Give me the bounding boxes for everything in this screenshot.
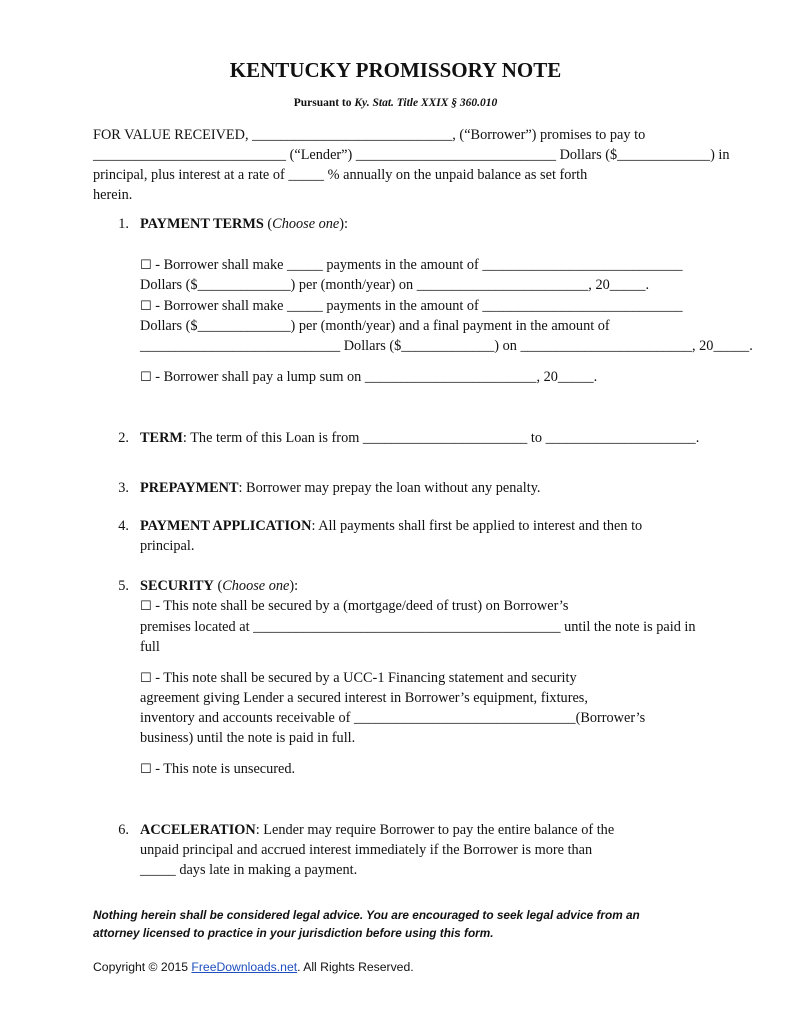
copyright (93, 960, 414, 974)
acceleration-heading: ACCELERATION (140, 822, 256, 838)
statute-citation (0, 97, 791, 109)
section-6-line-3: _____ days late in making a payment. (140, 862, 358, 878)
intro-line-2: ___________________________ (“Lender”) ____________________________ Dollars ($_____________) in (93, 147, 730, 163)
citation-reference: Ky. Stat. Title XXIX § 360.010 (354, 97, 498, 109)
checkbox-icon[interactable]: ☐ (140, 671, 152, 686)
security-option-2 (140, 668, 577, 689)
checkbox-icon[interactable]: ☐ (140, 599, 152, 614)
copyright-suffix: . All Rights Reserved. (297, 960, 414, 974)
citation-prefix: Pursuant to (293, 97, 355, 109)
payment-option-3 (140, 367, 597, 388)
option-text: - This note shall be secured by a UCC-1 Financing statement and security (151, 670, 577, 686)
checkbox-icon[interactable]: ☐ (140, 299, 152, 314)
payment-application-text: : All payments shall first be applied to interest and then to (311, 518, 643, 534)
section-6-line-2: unpaid principal and accrued interest immediately if the Borrower is more than (140, 842, 593, 858)
payment-option-2-line-2: Dollars ($_____________) per (month/year) and a final payment in the amount of (140, 318, 610, 334)
security-option-3 (140, 759, 295, 780)
section-6-acceleration (140, 820, 614, 840)
payment-option-1 (140, 255, 683, 276)
section-1-number: 1. (118, 216, 129, 232)
option-text: - This note shall be secured by a (mortgage/deed of trust) on Borrower’s (151, 598, 569, 614)
security-option-1-line-2: premises located at ___________________________________________ until the note is paid in (140, 619, 696, 635)
prepayment-heading: PREPAYMENT (140, 480, 239, 496)
security-heading: SECURITY (140, 578, 214, 594)
choose-close: ): (339, 216, 348, 232)
term-heading: TERM (140, 430, 183, 446)
disclaimer-line-2: attorney licensed to practice in your jurisdiction before using this form. (93, 926, 494, 940)
choose-one-note: Choose one (222, 578, 290, 594)
section-1-heading (140, 214, 348, 234)
copyright-prefix: Copyright © 2015 (93, 960, 192, 974)
security-option-2-line-4: business) until the note is paid in full. (140, 730, 356, 746)
security-option-1-line-3: full (140, 639, 160, 655)
payment-option-1-line-2: Dollars ($_____________) per (month/year) on ________________________, 20_____. (140, 277, 650, 293)
section-4-payment-application (140, 516, 642, 536)
payment-option-2 (140, 296, 683, 317)
checkbox-icon[interactable]: ☐ (140, 258, 152, 273)
checkbox-icon[interactable]: ☐ (140, 762, 152, 777)
choose-close: ): (289, 578, 299, 594)
intro-line-4: herein. (93, 187, 133, 203)
section-6-number: 6. (118, 822, 129, 838)
section-4-line-2: principal. (140, 538, 195, 554)
section-5-heading (140, 576, 298, 596)
section-5-number: 5. (118, 578, 129, 594)
option-text: - Borrower shall pay a lump sum on ________________________, 20_____. (151, 369, 598, 385)
checkbox-icon[interactable]: ☐ (140, 370, 152, 385)
option-text: - This note is unsecured. (151, 761, 296, 777)
intro-line-1: FOR VALUE RECEIVED, ____________________________, (“Borrower”) promises to pay to (93, 127, 646, 143)
document-title: KENTUCKY PROMISSORY NOTE (229, 58, 562, 82)
option-text: - Borrower shall make _____ payments in the amount of ____________________________ (151, 298, 683, 314)
section-2-term (140, 428, 699, 448)
payment-option-2-line-3: ____________________________ Dollars ($_____________) on ________________________, 20_____. (140, 338, 753, 354)
security-option-1 (140, 596, 568, 617)
section-3-prepayment (140, 478, 541, 498)
choose-open: ( (263, 216, 273, 232)
section-4-number: 4. (118, 518, 129, 534)
term-text: : The term of this Loan is from _______________________ to _____________________. (182, 430, 700, 446)
section-2-number: 2. (118, 430, 129, 446)
option-text: - Borrower shall make _____ payments in the amount of ____________________________ (151, 257, 683, 273)
section-3-number: 3. (118, 480, 129, 496)
choose-one-note: Choose one (272, 216, 340, 232)
prepayment-text: : Borrower may prepay the loan without any penalty. (238, 480, 541, 496)
choose-open: ( (213, 578, 223, 594)
payment-terms-heading: PAYMENT TERMS (140, 216, 264, 232)
acceleration-text: : Lender may require Borrower to pay the entire balance of the (255, 822, 615, 838)
disclaimer-line-1: Nothing herein shall be considered legal advice. You are encouraged to seek legal advice from an (93, 908, 640, 922)
payment-application-heading: PAYMENT APPLICATION (140, 518, 312, 534)
security-option-2-line-3: inventory and accounts receivable of _______________________________(Borrower’s (140, 710, 646, 726)
security-option-2-line-2: agreement giving Lender a secured interest in Borrower’s equipment, fixtures, (140, 690, 588, 706)
freedownloads-link[interactable]: FreeDownloads.net (191, 960, 298, 974)
intro-line-3: principal, plus interest at a rate of _____ % annually on the unpaid balance as set forth (93, 167, 588, 183)
